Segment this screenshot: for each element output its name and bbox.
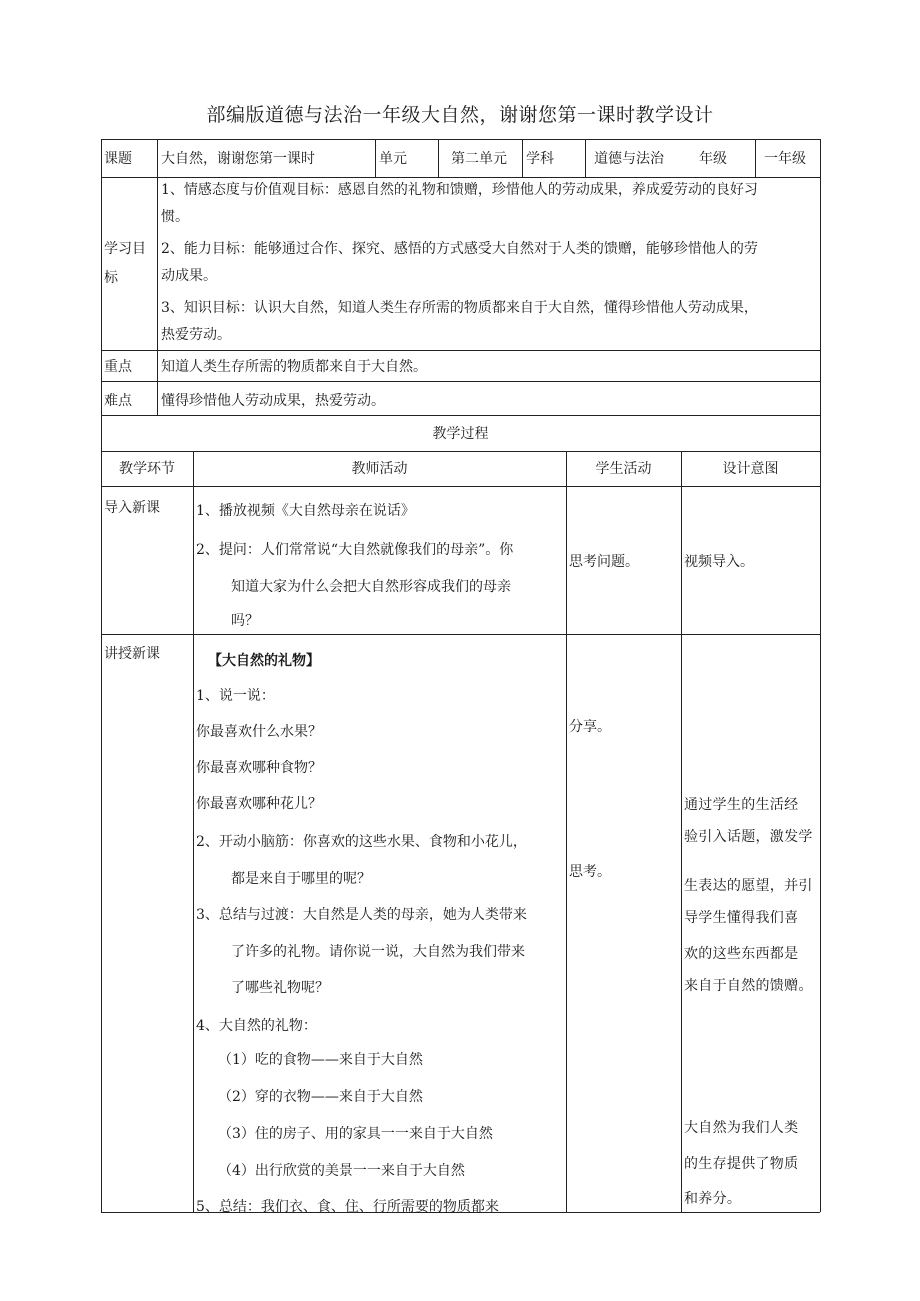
lesson-heading: 【大自然的礼物】	[208, 653, 320, 669]
lesson-stage: 讲授新课	[104, 646, 160, 662]
grade-value: 一年级	[764, 151, 806, 167]
lesson-teacher-line: 你最喜欢什么水果？	[196, 724, 322, 740]
goal-2-line2: 动成果。	[161, 268, 217, 284]
unit-value: 第二单元	[451, 151, 507, 167]
intro-teacher-line: 知道大家为什么会把大自然形容成我们的母亲	[231, 579, 511, 595]
lesson-teacher-line: 3、总结与过渡：大自然是人类的母亲，她为人类带来	[196, 907, 527, 923]
lesson-intent-line: 导学生懂得我们喜	[684, 910, 799, 926]
lesson-intent-line: 验引入话题，激发学	[684, 829, 813, 845]
lesson-teacher-line: （4）出行欣赏的美景一一来自于大自然	[218, 1163, 465, 1179]
process-title: 教学过程	[432, 426, 489, 442]
lesson-student: 分享。	[569, 719, 611, 735]
lesson-teacher-line: 了哪些礼物呢？	[231, 980, 329, 996]
course-value: 大自然，谢谢您第一课时	[161, 151, 315, 167]
key-point-label: 重点	[104, 359, 132, 375]
lesson-intent-line: 来自于自然的馈赠。	[684, 978, 813, 994]
intro-student: 思考问题。	[569, 554, 639, 570]
lesson-student: 思考。	[569, 864, 611, 880]
subject-value: 道德与法治	[594, 151, 664, 167]
intro-teacher-line: 1、播放视频《大自然母亲在说话》	[196, 503, 415, 519]
lesson-teacher-line: 1、说一说：	[196, 688, 275, 704]
goal-2-line1: 2、能力目标：能够通过合作、探究、感悟的方式感受大自然对于人类的馈赠，能够珍惜他人的劳	[161, 241, 758, 257]
goal-1-line1: 1、情感态度与价值观目标：感恩自然的礼物和馈赠，珍惜他人的劳动成果，养成爱劳动的良好习	[161, 182, 758, 198]
lesson-teacher-line: 2、开动小脑筋：你喜欢的这些水果、食物和小花儿，	[196, 834, 527, 850]
unit-label: 单元	[379, 151, 407, 167]
page-title: 部编版道德与法治一年级大自然，谢谢您第一课时教学设计	[206, 104, 714, 126]
intro-teacher-line: 吗？	[231, 613, 259, 629]
lesson-intent-line: 生表达的愿望，并引	[684, 878, 813, 894]
subject-label: 学科	[526, 151, 554, 167]
goals-label-line1: 学习目	[104, 241, 146, 257]
lesson-teacher-line: 你最喜欢哪种花儿？	[196, 796, 322, 812]
lesson-intent2-line: 和养分。	[684, 1191, 742, 1207]
lesson-teacher-line: （3）住的房子、用的家具一一来自于大自然	[218, 1126, 493, 1142]
lesson-intent-line: 欢的这些东西都是	[684, 946, 799, 962]
grade-label: 年级	[699, 151, 727, 167]
lesson-intent-line: 通过学生的生活经	[684, 797, 799, 813]
goal-1-line2: 惯。	[161, 209, 189, 225]
header-student: 学生活动	[595, 461, 652, 477]
goals-label-line2: 标	[104, 270, 118, 286]
lesson-teacher-line: （2）穿的衣物——来自于大自然	[218, 1089, 423, 1105]
key-point-value: 知道人类生存所需的物质都来自于大自然。	[161, 359, 427, 375]
lesson-intent2-line: 的生存提供了物质	[684, 1156, 799, 1172]
course-label: 课题	[104, 151, 132, 167]
lesson-teacher-line: 5、总结：我们衣、食、住、行所需要的物质都来	[196, 1199, 499, 1215]
header-teacher: 教师活动	[351, 461, 408, 477]
intro-intent: 视频导入。	[684, 554, 754, 570]
lesson-teacher-line: 了许多的礼物。请你说一说，大自然为我们带来	[231, 944, 525, 960]
goal-3-line2: 热爱劳动。	[161, 327, 231, 343]
difficulty-value: 懂得珍惜他人劳动成果，热爱劳动。	[161, 393, 385, 409]
lesson-teacher-line: （1）吃的食物——来自于大自然	[218, 1052, 423, 1068]
header-stage: 教学环节	[119, 461, 175, 477]
header-intent: 设计意图	[722, 461, 779, 477]
intro-stage: 导入新课	[104, 500, 160, 516]
difficulty-label: 难点	[104, 393, 132, 409]
lesson-intent2-line: 大自然为我们人类	[684, 1120, 799, 1136]
goal-3-line1: 3、知识目标：认识大自然，知道人类生存所需的物质都来自于大自然，懂得珍惜他人劳动成果，	[161, 300, 758, 316]
lesson-teacher-line: 都是来自于哪里的呢？	[231, 871, 371, 887]
lesson-teacher-line: 4、大自然的礼物：	[196, 1018, 317, 1034]
intro-teacher-line: 2、提问：人们常常说“大自然就像我们的母亲”。你	[196, 542, 514, 558]
lesson-teacher-line: 你最喜欢哪种食物？	[196, 760, 322, 776]
